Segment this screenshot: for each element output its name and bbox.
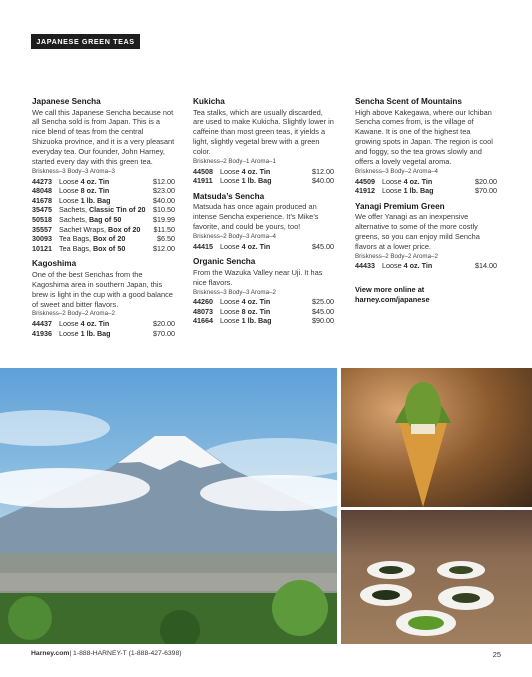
- sku-description: [59, 225, 154, 235]
- sku-description: [59, 205, 153, 215]
- sku-price: $90.00: [312, 316, 334, 326]
- sku-size: 1 lb. Bag: [241, 316, 272, 326]
- sku-description: [220, 176, 312, 186]
- product-description: We offer Yanagi as an inexpensive alternative to some of the more costly greens, so you can enjoy mild Sencha flavors at a lower price.: [355, 212, 480, 251]
- sku-size: 1 lb. Bag: [241, 176, 272, 186]
- sku-description: [59, 186, 153, 196]
- sku-size: Box of 20: [92, 234, 126, 244]
- product-description: One of the best Senchas from the Kagoshima area in southern Japan, this brew is light in the cup with a good balance of sweet and bitter flavors.: [32, 269, 173, 309]
- product-kukicha: [193, 97, 334, 186]
- product-name: Kukicha: [193, 97, 225, 106]
- sku-row: [32, 186, 175, 196]
- sku-price: $45.00: [312, 241, 334, 251]
- sku-format: Loose: [59, 319, 81, 328]
- product-attributes: Briskness–3 Body–3 Aroma–2: [193, 288, 276, 296]
- product-description: From the Wazuka Valley near Uji. It has nice flavors.: [193, 267, 323, 287]
- product-matsudas-sencha: [193, 192, 334, 251]
- sku-number: 35557: [32, 224, 52, 234]
- sku-number: 44437: [32, 319, 52, 328]
- sku-description: [220, 242, 312, 252]
- sku-price: $25.00: [312, 297, 334, 307]
- sku-price: $19.99: [153, 214, 175, 224]
- sku-size: Box of 20: [108, 224, 141, 234]
- sku-format: Loose: [382, 186, 404, 196]
- sku-price: $40.00: [153, 195, 175, 205]
- sku-price: $40.00: [312, 176, 334, 186]
- sku-size: 4 oz. Tin: [403, 261, 433, 271]
- sku-format: Sachet Wraps,: [59, 224, 109, 234]
- sku-format: Loose: [220, 166, 242, 176]
- product-name: Sencha Scent of Mountains: [355, 97, 462, 106]
- product-description: We call this Japanese Sencha because not all Sencha sold is from Japan. This is a nice blend of teas from the central Shizuoka province, and it is a very pleasant everyday tea. Our founder, John Harney, started every day with this green tea.: [32, 107, 175, 167]
- product-description: Matsuda has once again produced an intense Sencha experience. It’s Mike’s favorite, and could be yours, too!: [193, 202, 319, 232]
- footer-phone: | 1-888-HARNEY-T (1-888-427-6398): [69, 650, 182, 657]
- product-description: Tea stalks, which are usually discarded, are used to make Kukicha. Slightly lower in caffeine than most green teas, it yields a light, slightly vegetal brew with a green color.: [193, 107, 334, 157]
- sku-description: [59, 244, 153, 254]
- sku-number: 30093: [32, 234, 52, 244]
- sku-description: [59, 319, 153, 329]
- sku-price: $11.50: [153, 224, 175, 234]
- sku-format: Loose: [220, 316, 242, 326]
- column-3: [355, 97, 497, 305]
- sku-size: Classic Tin of 20: [88, 205, 146, 215]
- sku-format: Loose: [59, 186, 81, 196]
- sku-number: 10121: [32, 243, 52, 253]
- sku-format: Tea Bags,: [59, 243, 93, 253]
- sku-price: $70.00: [475, 186, 497, 196]
- product-name: Kagoshima: [32, 259, 77, 269]
- sku-number: 41911: [193, 176, 213, 186]
- sku-row: [193, 316, 334, 326]
- product-attributes: Briskness–2 Body–3 Aroma–4: [193, 233, 276, 241]
- sku-row: [193, 167, 334, 177]
- mount-fuji-photo: [0, 368, 337, 644]
- sku-number: 41936: [32, 328, 52, 338]
- sku-price: $14.00: [475, 261, 497, 271]
- online-link[interactable]: View more online at harney.com/japanese: [355, 285, 430, 304]
- sku-description: [59, 329, 153, 339]
- sku-size: 8 oz. Tin: [241, 306, 271, 316]
- product-attributes: Briskness–3 Body–2 Aroma–4: [355, 167, 438, 175]
- product-kagoshima: [32, 259, 175, 338]
- sku-row: [32, 177, 175, 187]
- section-tag: JAPANESE GREEN TEAS: [31, 34, 140, 49]
- sku-row: [32, 234, 175, 244]
- sku-format: Loose: [220, 297, 242, 307]
- sku-number: 44508: [193, 166, 213, 176]
- sku-size: 4 oz. Tin: [241, 297, 271, 307]
- sku-number: 50518: [32, 214, 52, 224]
- matcha-ice-cream-photo: [341, 368, 532, 507]
- sku-description: [220, 307, 312, 317]
- sku-description: [59, 215, 153, 225]
- sku-row: [32, 225, 175, 235]
- sku-row: [355, 177, 497, 187]
- sku-price: $12.00: [312, 166, 334, 176]
- sku-row: [193, 307, 334, 317]
- sku-number: 41664: [193, 316, 213, 326]
- product-attributes: Briskness–2 Body–2 Aroma–2: [355, 252, 438, 260]
- sku-price: $12.00: [153, 176, 175, 186]
- sku-format: Tea Bags,: [59, 234, 93, 244]
- product-name: Japanese Sencha: [32, 97, 101, 106]
- sku-size: 4 oz. Tin: [80, 176, 110, 186]
- sku-number: 41678: [32, 195, 52, 205]
- sku-row: [355, 186, 497, 196]
- product-sencha-scent-of-mountains: [355, 97, 497, 196]
- sku-format: Loose: [220, 241, 242, 251]
- sku-size: 8 oz. Tin: [80, 186, 110, 196]
- tea-samples-photo: [341, 510, 532, 644]
- sku-price: $20.00: [475, 176, 497, 186]
- page-number: 25: [492, 650, 501, 659]
- sku-format: Loose: [220, 306, 242, 316]
- sku-price: $70.00: [153, 328, 175, 338]
- sku-format: Sachets,: [59, 214, 89, 224]
- sku-size: 1 lb. Bag: [80, 328, 111, 338]
- footer-site[interactable]: Harney.com: [31, 650, 70, 657]
- sku-size: 4 oz. Tin: [80, 319, 110, 328]
- sku-size: Box of 50: [92, 243, 126, 253]
- sku-row: [32, 196, 175, 206]
- sku-description: [59, 196, 153, 206]
- sku-description: [59, 177, 153, 187]
- sku-price: $23.00: [153, 186, 175, 196]
- sku-description: [220, 167, 312, 177]
- sku-number: 41912: [355, 186, 375, 196]
- sku-number: 35475: [32, 205, 52, 215]
- sku-size: 1 lb. Bag: [80, 195, 111, 205]
- sku-number: 44509: [355, 176, 375, 186]
- sku-format: Loose: [382, 261, 404, 271]
- product-name: Organic Sencha: [193, 257, 256, 267]
- sku-row: [32, 205, 175, 215]
- sku-number: 44260: [193, 297, 213, 307]
- sku-format: Loose: [220, 176, 242, 186]
- sku-price: $20.00: [153, 319, 175, 328]
- sku-description: [220, 297, 312, 307]
- product-name: Matsuda’s Sencha: [193, 191, 265, 201]
- sku-number: 48073: [193, 306, 213, 316]
- sku-price: $6.50: [157, 234, 175, 244]
- sku-description: [382, 261, 475, 271]
- sku-number: 48048: [32, 186, 52, 196]
- sku-description: [382, 177, 475, 187]
- sku-number: 44433: [355, 261, 375, 271]
- sku-row: [32, 329, 175, 339]
- sku-format: Loose: [59, 176, 81, 186]
- product-japanese-sencha: [32, 97, 175, 253]
- product-attributes: Briskness–2 Body–1 Aroma–1: [193, 158, 276, 166]
- sku-price: $10.50: [153, 205, 175, 215]
- page-footer: [31, 650, 501, 659]
- product-description: High above Kakegawa, where our Ichiban Sencha comes from, is the village of Kawane. It is one of the highest tea growing spots in Japan. The region is cool and foggy, so the tea grows slowly and offers a lovely vegetal aroma.: [355, 107, 493, 167]
- sku-row: [355, 261, 497, 271]
- sku-price: $12.00: [153, 243, 175, 253]
- product-name: Yanagi Premium Green: [355, 201, 445, 211]
- sku-size: 1 lb. Bag: [403, 186, 434, 196]
- sku-size: Bag of 50: [88, 214, 122, 224]
- sku-format: Loose: [59, 195, 81, 205]
- sku-row: [193, 242, 334, 252]
- sku-number: 44415: [193, 241, 213, 251]
- column-2: [193, 97, 334, 332]
- sku-description: [220, 316, 312, 326]
- sku-row: [193, 297, 334, 307]
- sku-row: [32, 319, 175, 329]
- sku-size: 4 oz. Tin: [241, 241, 271, 251]
- column-1: [32, 97, 175, 344]
- sku-number: 44273: [32, 176, 52, 186]
- sku-size: 4 oz. Tin: [403, 176, 433, 186]
- sku-format: Sachets,: [59, 205, 89, 215]
- sku-row: [32, 244, 175, 254]
- product-attributes: Briskness–3 Body–3 Aroma–3: [32, 167, 115, 175]
- product-organic-sencha: [193, 257, 334, 326]
- sku-description: [59, 234, 157, 244]
- sku-price: $45.00: [312, 306, 334, 316]
- sku-format: Loose: [59, 328, 81, 338]
- sku-format: Loose: [382, 176, 404, 186]
- sku-row: [32, 215, 175, 225]
- product-attributes: Briskness–2 Body–2 Aroma–2: [32, 310, 115, 318]
- product-yanagi-premium-green: [355, 202, 497, 271]
- sku-row: [193, 176, 334, 186]
- sku-description: [382, 186, 475, 196]
- sku-size: 4 oz. Tin: [241, 166, 271, 176]
